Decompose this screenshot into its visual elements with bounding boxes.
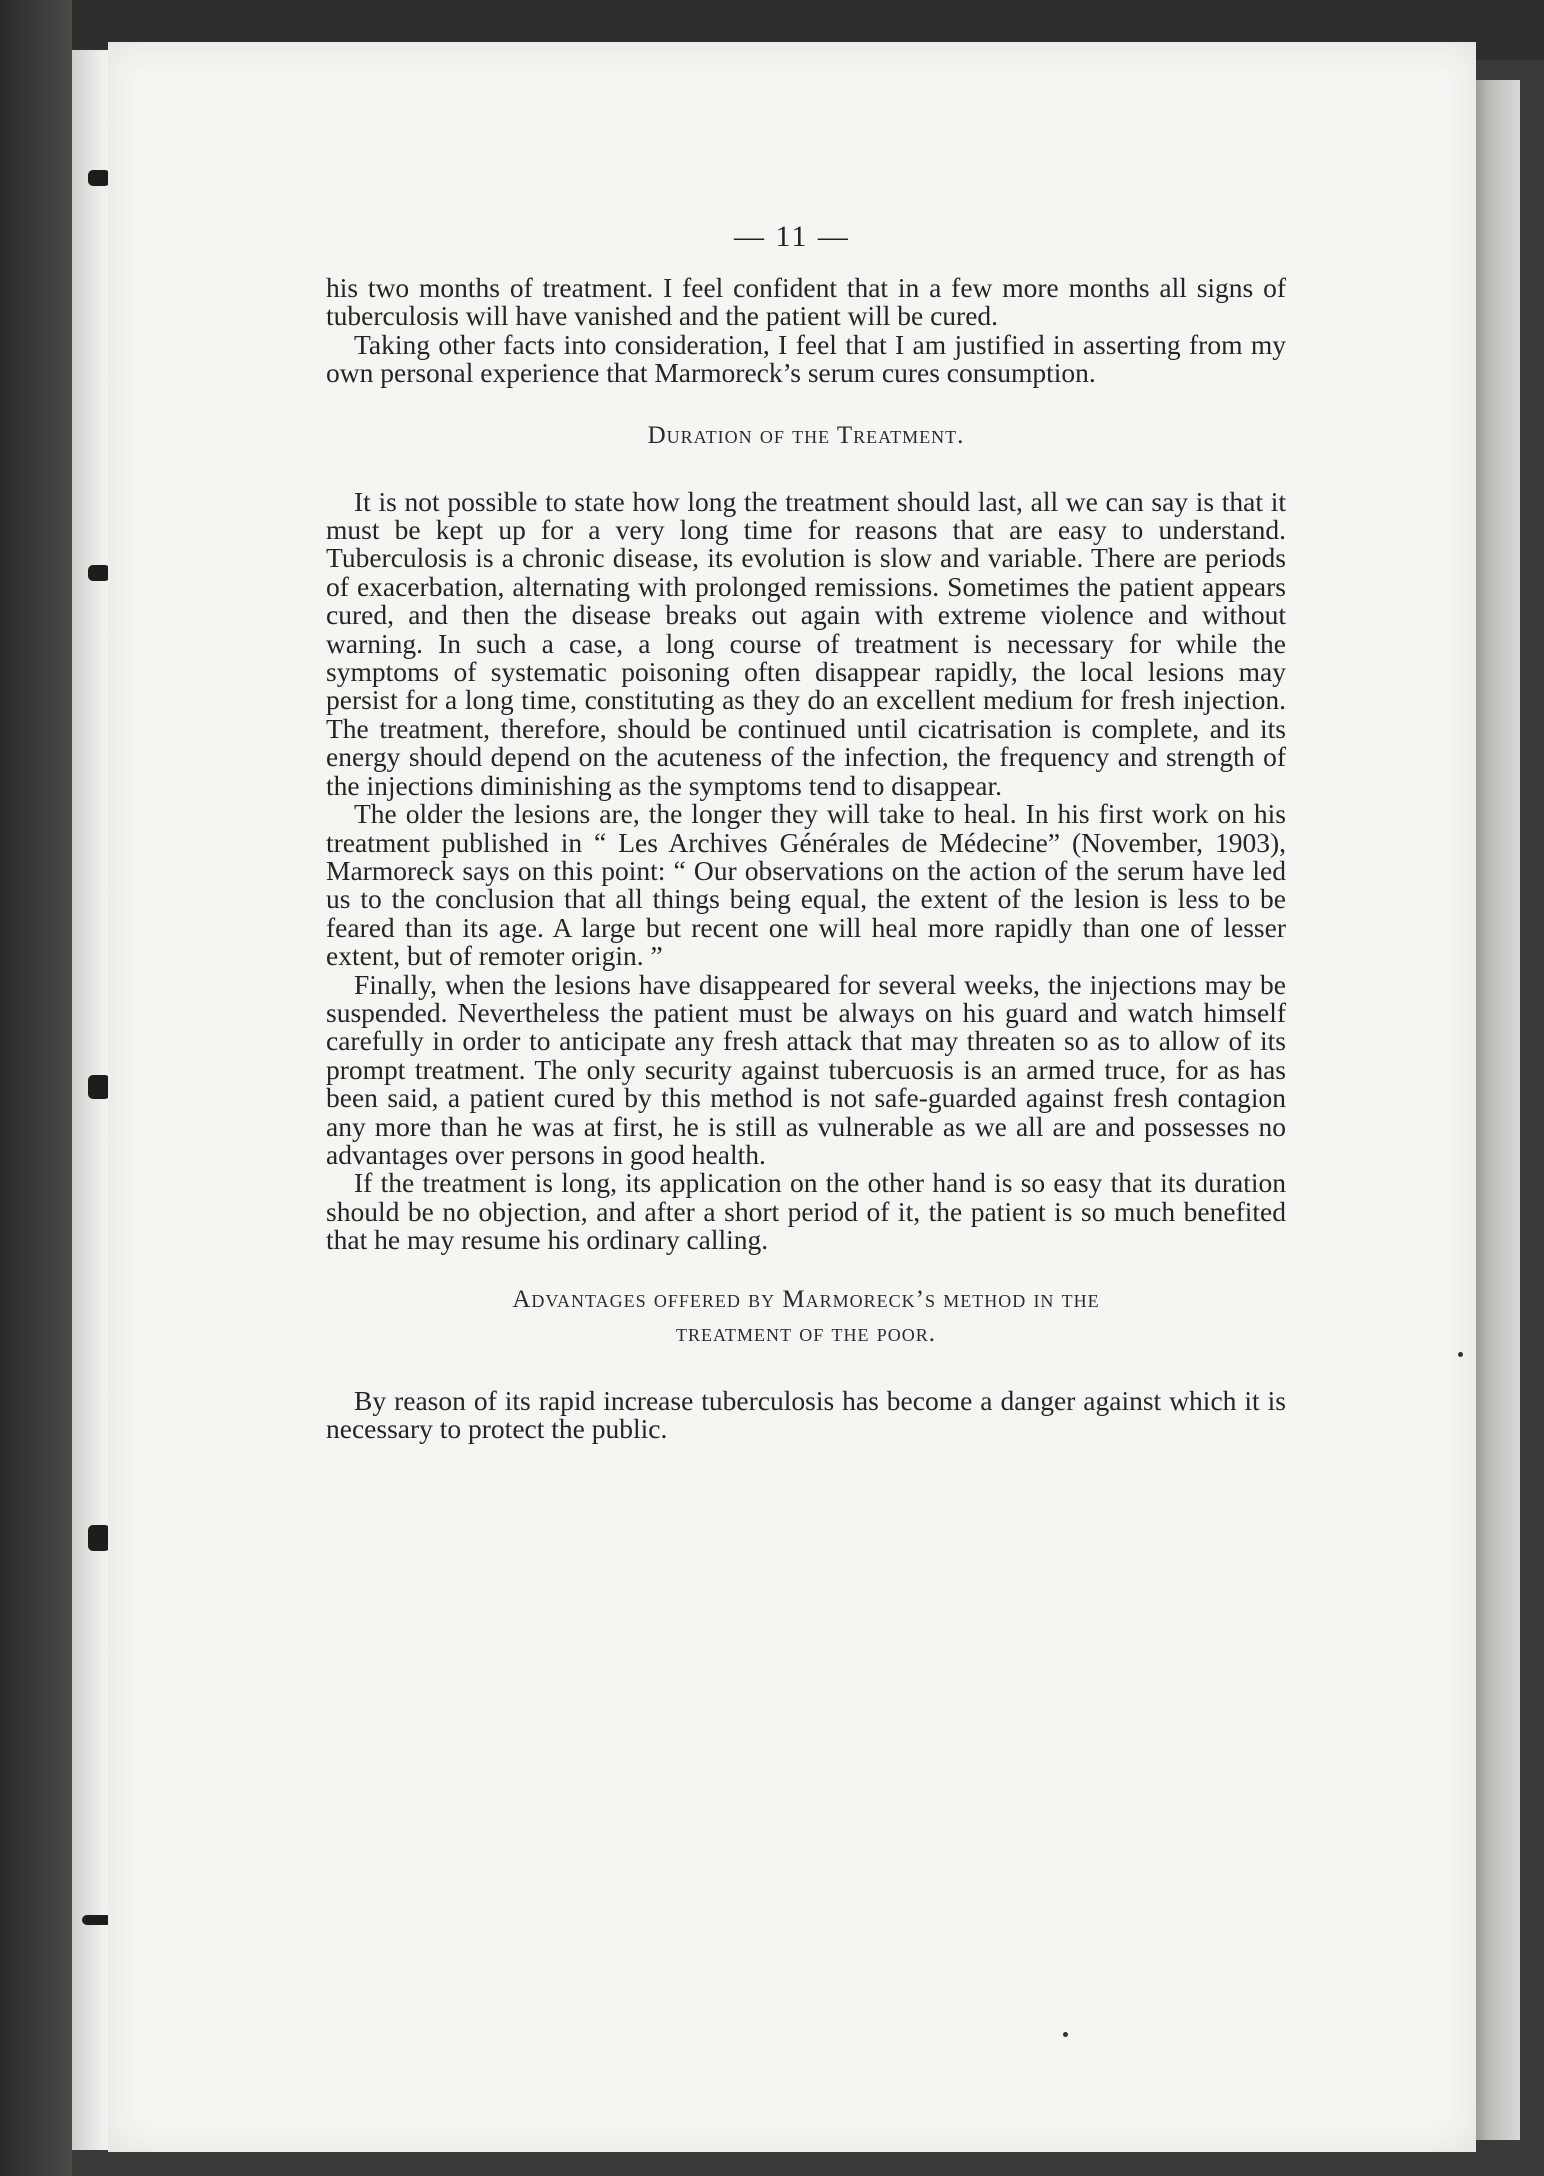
paragraph: Taking other facts into consideration, I feel that I am justified in asserting from my own personal experience that Marmoreck’s serum cures consumption. <box>326 328 1286 389</box>
page-stack-edge <box>1470 80 1520 2140</box>
paragraph: The older the lesions are, the longer they will take to heal. In his first work on his treatment published in “ Les Archives Générales de Médecine” (November, 1903), Marmoreck says on this point: “ Our observations on the action of the serum have led us to the conclusion that all things being equal, the extent of the lesion is less to be feared than its age. A large but recent one will heal more rapidly than one of lesser extent, but of remoter origin. ” <box>326 798 1286 972</box>
section-heading: Duration of the Treatment. <box>647 421 965 449</box>
binding-stitch <box>88 1525 110 1551</box>
section-heading-line: treatment of the poor. <box>675 1319 936 1347</box>
binding-stitch <box>88 565 110 581</box>
section-heading-line: Advantages offered by Marmoreck’s method in the <box>512 1285 1100 1313</box>
book-page <box>108 42 1476 2152</box>
paragraph: If the treatment is long, its application on the other hand is so easy that its duration should be no objection, and after a short period of it, the patient is so much benefited that he may resume his ordinary calling. <box>326 1167 1286 1256</box>
paragraph: his two months of treatment. I feel confident that in a few more months all signs of tuberculosis will have vanished and the patient will be cured. <box>326 272 1286 332</box>
paper-speck <box>1458 1352 1463 1357</box>
paper-speck <box>1063 2032 1068 2037</box>
scan-background-left <box>0 0 72 2176</box>
paragraph: Finally, when the lesions have disappeared for several weeks, the injections may be suspended. Nevertheless the patient must be always on his guard and watch himself carefully in order to anticipate any fresh attack that may threaten so as to allow of its prompt treatment. The only security against tubercuosis is an armed truce, for as has been said, a patient cured by this method is not safe-guarded against fresh contagion any more than he was at first, he is still as vulnerable as we all are and possesses no advantages over persons in good health. <box>326 968 1286 1170</box>
paragraph: By reason of its rapid increase tuberculosis has become a danger against which it is necessary to protect the public. <box>326 1384 1286 1444</box>
text-column <box>326 274 1286 1443</box>
binding-stitch <box>88 1075 110 1099</box>
binding-stitch <box>88 170 110 186</box>
page-number: — 11 — <box>734 220 850 253</box>
section-heading <box>326 1283 1286 1351</box>
paragraph: It is not possible to state how long the treatment should last, all we can say is that it must be kept up for a very long time for reasons that are easy to understand. Tuberculosis is a chronic disease, its evolution is slow and variable. There are periods of exacerbation, alternating with prolonged remissions. Sometimes the patient appears cured, and then the disease breaks out again with extreme violence and without warning. In such a case, a long course of treatment is necessary for while the symptoms of systematic poisoning often disappear rapidly, the local lesions may persist for a long time, constituting as they do an excellent medium for fresh injection. The treatment, therefore, should be continued until cicatrisation is complete, and its energy should depend on the acuteness of the infection, the frequency and strength of the injections diminishing as the symptoms tend to disappear. <box>326 485 1286 801</box>
